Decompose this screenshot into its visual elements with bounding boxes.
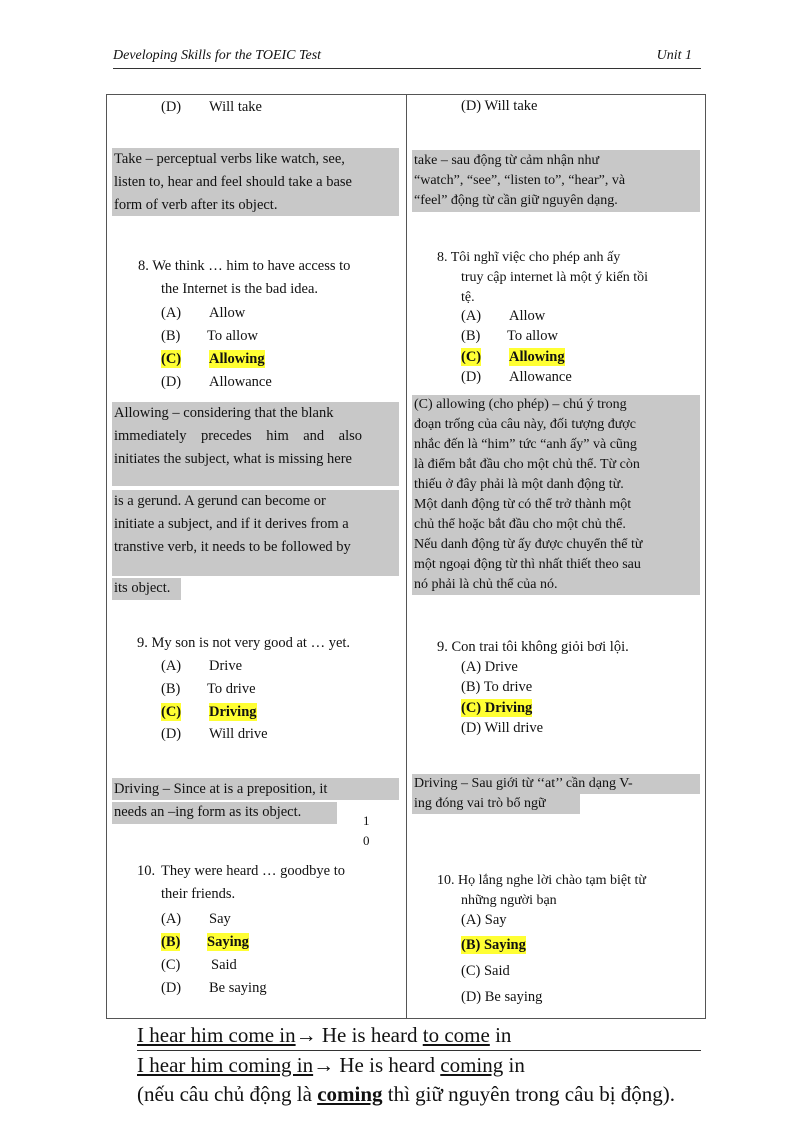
right-expl-take-line: “watch”, “see”, “listen to”, “hear”, và [414, 173, 626, 188]
header-title: Developing Skills for the TOEIC Test [113, 48, 322, 63]
left-expl-take-line: form of verb after its object. [114, 197, 278, 213]
left-q8-stem: the Internet is the bad idea. [161, 281, 319, 297]
right-q10-stem: những người bạn [461, 893, 557, 908]
right-q10-option: (A) Say [461, 912, 507, 928]
left-q8-option-letter: (B) [161, 328, 181, 344]
page-number: 1 [363, 813, 370, 828]
left-q7-option-d-letter: (D) [161, 99, 182, 115]
note-text-3c: thì giữ nguyên trong câu bị động). [382, 1082, 676, 1106]
right-expl-allowing-line: Nếu danh động từ ấy được chuyển thể từ [414, 537, 643, 552]
right-q8-option-text: Allowance [509, 369, 572, 385]
left-q9-option-text: Driving [209, 704, 257, 720]
left-q9-option-text: Will drive [209, 726, 268, 742]
left-q9-option-text: To drive [207, 681, 256, 697]
right-expl-allowing-line: chủ thể hoặc bắt đầu cho một chủ thể. [414, 517, 626, 532]
left-q10-option-text: Say [209, 911, 231, 927]
right-q8-option-text: Allow [509, 308, 546, 324]
left-expl-driving-line: Driving – Since at is a preposition, it [114, 781, 328, 797]
right-q8-stem: 8. Tôi nghĩ việc cho phép anh ấy [437, 250, 621, 265]
right-q10-stem: 10. Họ lắng nghe lời chào tạm biệt từ [437, 873, 647, 888]
right-expl-take-line: take – sau động từ cảm nhận như [414, 153, 600, 168]
note-active-2: I hear him coming in [137, 1053, 314, 1077]
right-q7-option-d: (D) Will take [461, 98, 538, 114]
right-expl-driving-line: Driving – Sau giới từ ‘‘at’’ cần dạng V- [414, 776, 633, 791]
left-q8-stem: 8. We think … him to have access to [138, 258, 351, 274]
left-expl-allowing-line: initiates the subject, what is missing here [114, 451, 352, 467]
right-q9-stem: 9. Con trai tôi không giỏi bơi lội. [437, 639, 629, 655]
right-expl-allowing-line: thiếu ở đây phải là một danh động từ. [414, 477, 624, 492]
left-expl-allowing-line: transtive verb, it needs to be followed by [114, 539, 351, 555]
left-q10-option-letter: (B) [161, 934, 181, 950]
right-q9-option: (D) Will drive [461, 720, 544, 736]
right-expl-allowing-line: một ngoại động từ thì nhất thiết theo sau [414, 557, 641, 572]
left-q10-option-text: Be saying [209, 980, 267, 996]
right-q10-option: (C) Said [461, 963, 510, 979]
right-q8-option-letter: (D) [461, 369, 482, 385]
left-expl-allowing-line: its object. [114, 580, 171, 596]
right-q9-option: (A) Drive [461, 659, 518, 675]
right-q9-option-answer: (C) Driving [461, 700, 533, 716]
left-q9-option-letter: (A) [161, 658, 182, 674]
note-active-1: I hear him come in [137, 1023, 296, 1047]
left-q9-option-text: Drive [209, 658, 243, 674]
right-q8-option-letter: (C) [461, 349, 482, 365]
note-tail-2: in [503, 1053, 525, 1077]
left-q10-stem: their friends. [161, 886, 236, 902]
left-expl-take-line: listen to, hear and feel should take a base [114, 174, 352, 190]
right-expl-allowing-line: đoạn trống của câu này, đối tượng được [414, 417, 636, 432]
right-expl-allowing-line: là điểm bắt đầu cho một chủ thể. Từ còn [414, 457, 640, 472]
left-q7-option-d-text: Will take [209, 99, 262, 115]
note-line-1 [137, 1023, 511, 1048]
note-keyword: coming [317, 1082, 383, 1106]
left-q10-option-text: Said [211, 957, 237, 973]
left-expl-take-line: Take – perceptual verbs like watch, see, [114, 151, 345, 167]
note-passive-1: to come [422, 1023, 490, 1047]
right-q10-option-answer: (B) Saying [461, 937, 526, 953]
right-q8-stem: tệ. [461, 290, 475, 305]
note-arrow-1: → He is heard [295, 1023, 423, 1047]
left-q10-option-letter: (D) [161, 980, 182, 996]
left-expl-allowing-line: is a gerund. A gerund can become or [114, 493, 326, 509]
left-q8-option-text: Allowing [209, 351, 265, 367]
left-q8-option-letter: (A) [161, 305, 182, 321]
right-q8-option-text: Allowing [509, 349, 565, 365]
note-arrow-2: → He is heard [313, 1053, 441, 1077]
left-q10-option-letter: (C) [161, 957, 181, 973]
note-tail-1: in [489, 1023, 512, 1047]
left-q10-number: 10. [137, 863, 156, 879]
left-q9-option-letter: (D) [161, 726, 182, 742]
left-q8-option-text: Allowance [209, 374, 272, 390]
left-expl-driving-line: needs an –ing form as its object. [114, 804, 302, 820]
left-q8-option-letter: (C) [161, 351, 182, 367]
left-q9-stem: 9. My son is not very good at … yet. [137, 635, 351, 651]
left-q10-option-letter: (A) [161, 911, 182, 927]
right-q9-option: (B) To drive [461, 679, 533, 695]
header-unit: Unit 1 [656, 48, 692, 63]
right-q8-option-letter: (B) [461, 328, 481, 344]
right-expl-allowing-line: nhắc đến là “him” tức “anh ấy” và cũng [414, 437, 637, 452]
left-q10-stem: They were heard … goodbye to [161, 863, 346, 879]
note-line-3 [137, 1082, 675, 1107]
right-expl-allowing-line: (C) allowing (cho phép) – chú ý trong [414, 397, 627, 412]
left-q8-option-text: Allow [209, 305, 246, 321]
right-expl-allowing-line: Một danh động từ có thể trở thành một [414, 497, 632, 512]
right-q8-option-text: To allow [507, 328, 558, 344]
page-number: 0 [363, 833, 370, 848]
note-text-3a: (nếu câu chủ động là [137, 1082, 318, 1106]
right-expl-driving-line: ing đóng vai trò bổ ngữ [414, 796, 546, 811]
left-expl-allowing-line: Allowing – considering that the blank [114, 405, 334, 421]
left-expl-allowing-line: initiate a subject, and if it derives from a [114, 516, 349, 532]
left-q10-option-text: Saying [207, 934, 249, 950]
note-passive-2: coming [440, 1053, 504, 1077]
left-q8-option-letter: (D) [161, 374, 182, 390]
left-q9-option-letter: (C) [161, 704, 182, 720]
note-line-2 [137, 1053, 525, 1078]
page-header [113, 48, 701, 69]
right-q10-option: (D) Be saying [461, 989, 543, 1005]
column-divider [406, 94, 407, 1019]
right-expl-take-line: “feel” động từ cần giữ nguyên dạng. [414, 193, 618, 208]
left-q9-option-letter: (B) [161, 681, 181, 697]
right-expl-allowing-line: nó phải là chủ thể của nó. [414, 577, 558, 592]
right-q8-option-letter: (A) [461, 308, 482, 324]
left-q8-option-text: To allow [207, 328, 258, 344]
right-q8-stem: truy cập internet là một ý kiến tồi [461, 270, 649, 285]
note-divider [137, 1050, 701, 1051]
left-expl-allowing-line: immediately precedes him and also [114, 428, 363, 444]
